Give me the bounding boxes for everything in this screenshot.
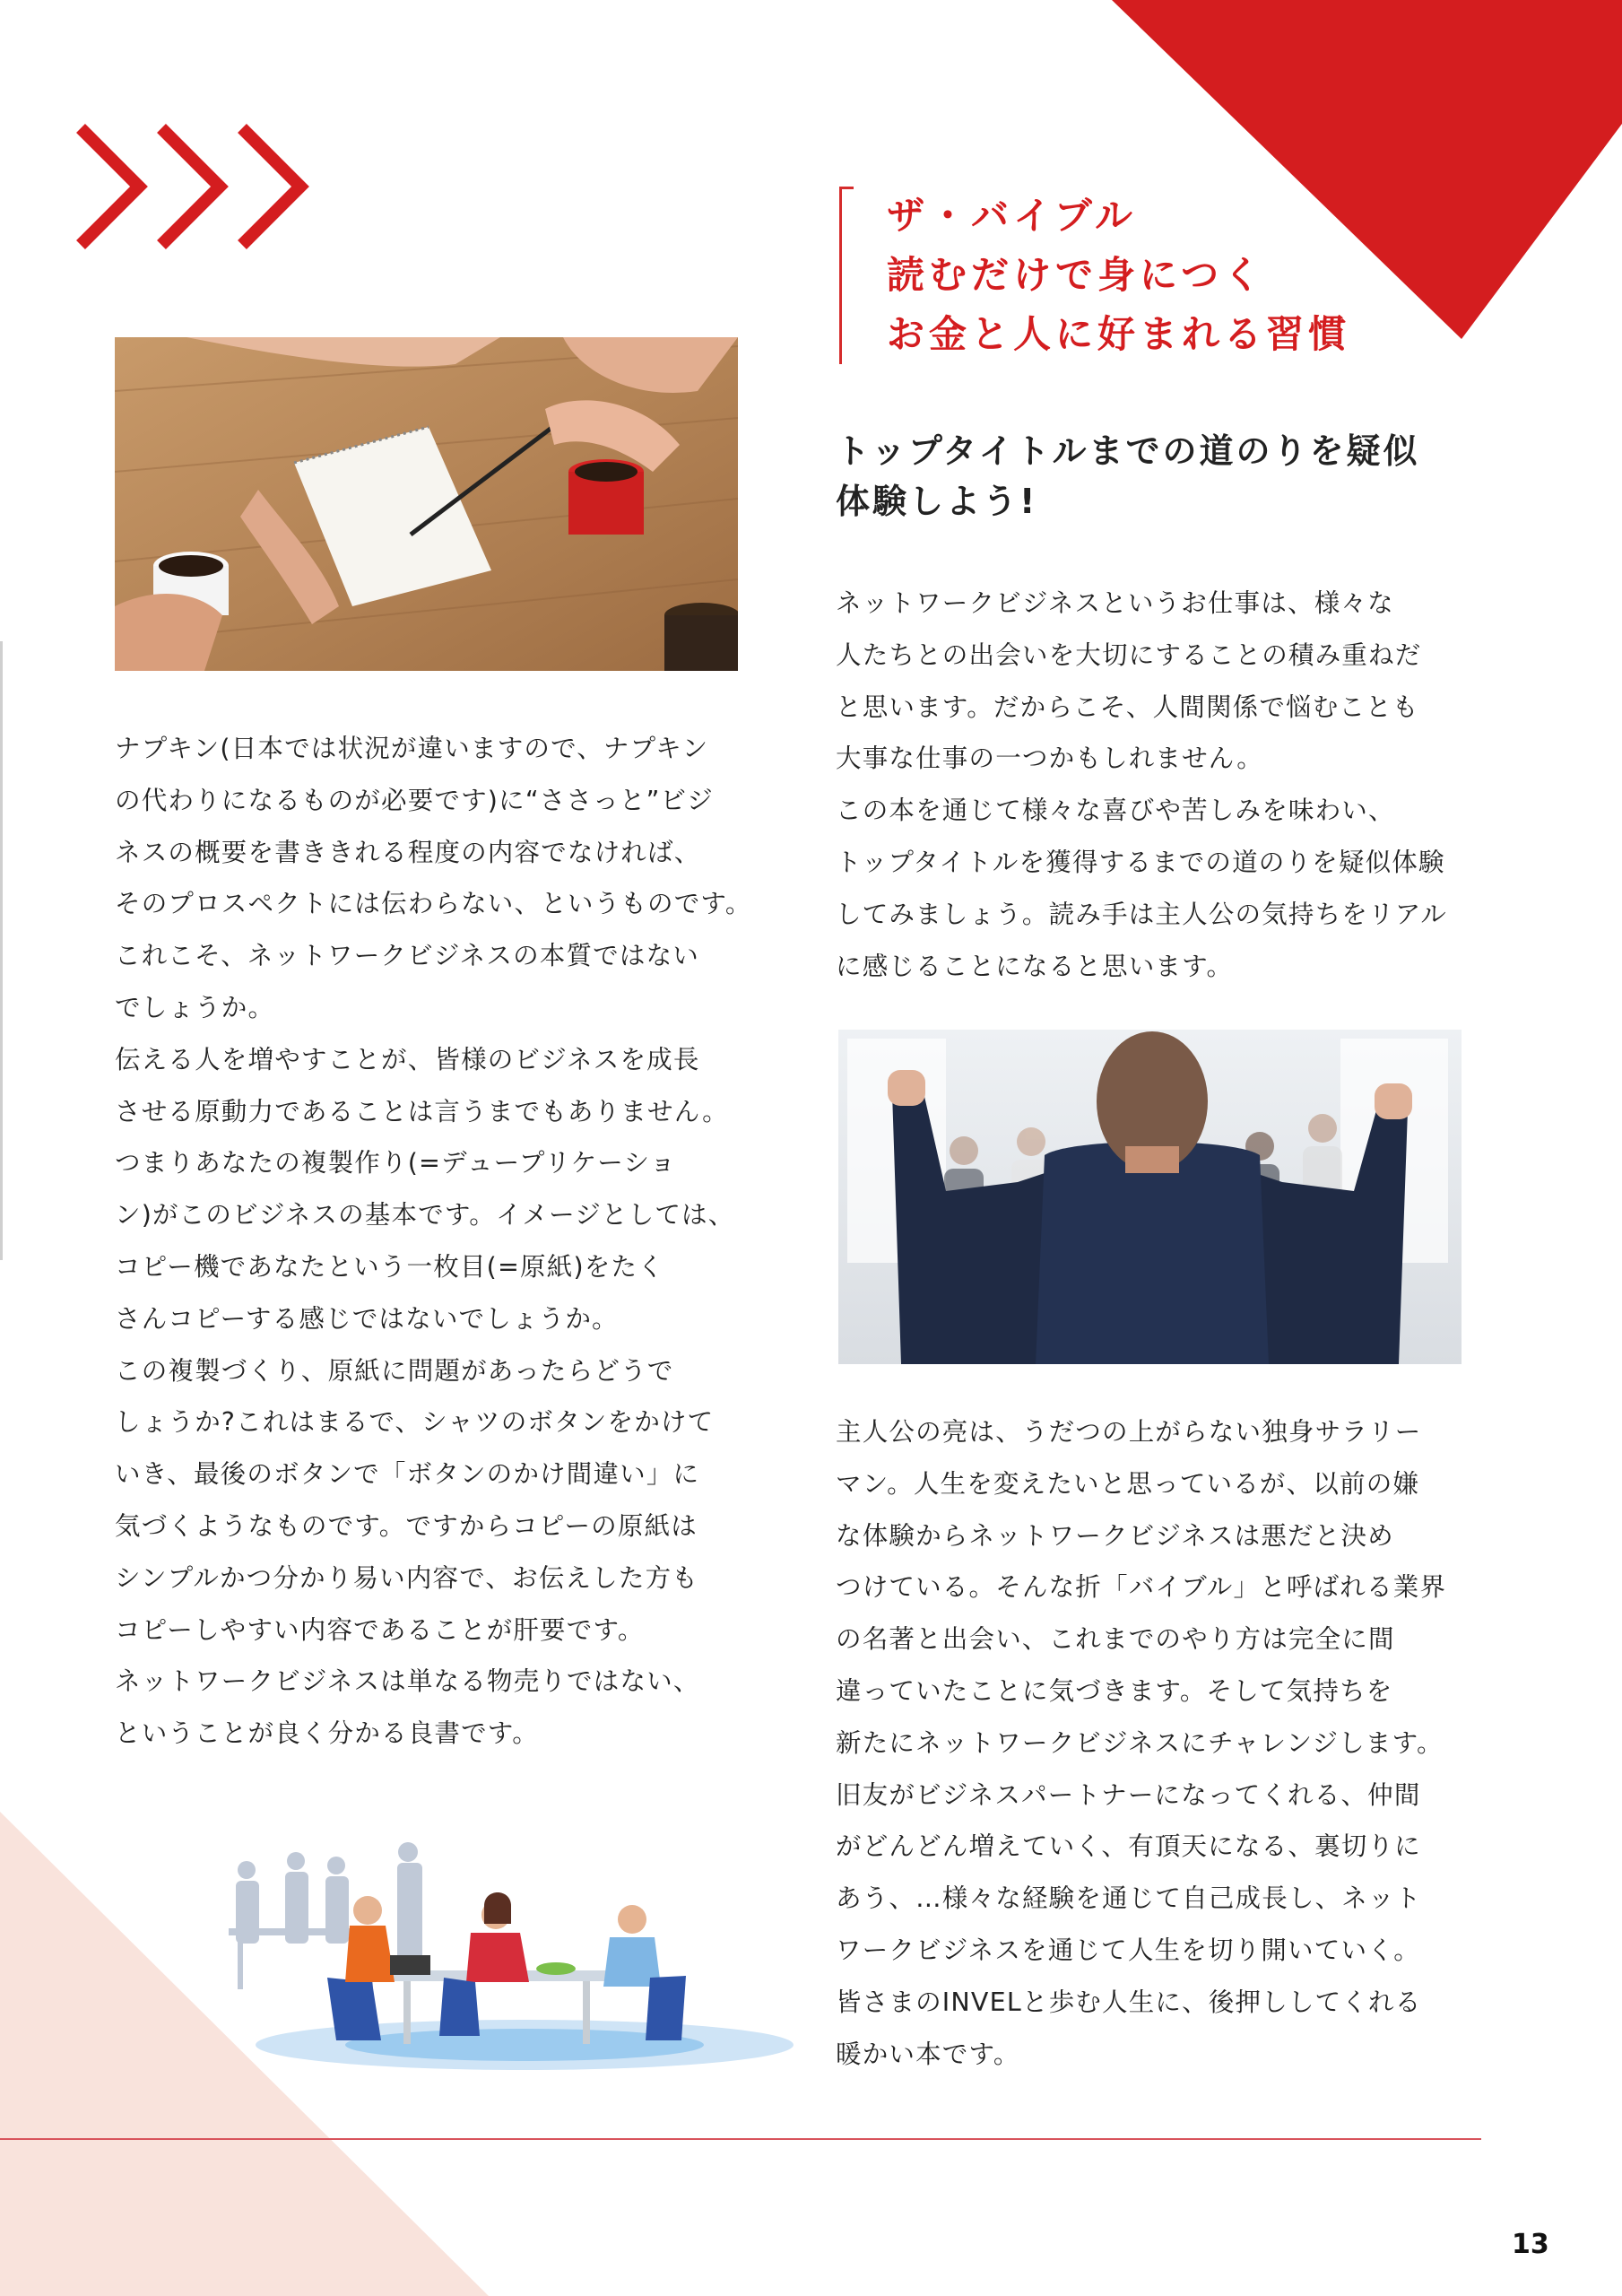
book-title-line-3: お金と人に好まれる習慣 (887, 312, 1351, 356)
intro-line: ネットワークビジネスというお仕事は、様々な (836, 588, 1394, 618)
story-line: ワークビジネスを通じて人生を切り開いていく。 (836, 1935, 1420, 1965)
left-line: そのプロスペクトには伝わらない、というものです。 (115, 889, 752, 919)
story-line: 暖かい本です。 (836, 2039, 1020, 2069)
story-line: 皆さまのINVELと歩む人生に、後押ししてくれる (836, 1987, 1422, 2017)
left-line: ナプキン(日本では状況が違いますので、ナプキン (115, 734, 709, 763)
left-line: の代わりになるものが必要です)に“ささっと”ビジ (115, 785, 714, 815)
story-text (836, 1406, 1481, 2080)
left-line: これこそ、ネットワークビジネスの本質ではない (115, 941, 699, 971)
story-line: 主人公の亮は、うだつの上がらない独身サラリー (836, 1417, 1422, 1447)
story-line: あう、…様々な経験を通じて自己成長し、ネット (836, 1883, 1422, 1914)
bottom-divider-line (0, 2138, 1481, 2140)
story-line: の名著と出会い、これまでのやり方は完全に間 (836, 1624, 1395, 1655)
photo-cheering-businessman (838, 1030, 1462, 1364)
book-title (839, 187, 1350, 364)
intro-line: トップタイトルを獲得するまでの道のりを疑似体験 (836, 847, 1445, 877)
intro-line: この本を通じて様々な喜びや苦しみを味わい、 (836, 796, 1395, 826)
intro-line: 大事な仕事の一つかもしれません。 (836, 744, 1263, 774)
section-heading (836, 426, 1481, 526)
left-line: させる原動力であることは言うまでもありません。 (115, 1096, 729, 1126)
left-line: ネスの概要を書ききれる程度の内容でなければ、 (115, 837, 701, 867)
left-line: この複製づくり、原紙に問題があったらどうで (115, 1355, 674, 1386)
left-line: コピーしやすい内容であることが肝要です。 (115, 1614, 645, 1645)
left-column-text (115, 723, 760, 1760)
left-line: 伝える人を増やすことが、皆様のビジネスを成長 (115, 1044, 700, 1074)
story-line: 旧友がビジネスパートナーになってくれる、仲間 (836, 1779, 1421, 1810)
section-heading-line-2: 体験しよう! (836, 482, 1038, 521)
left-edge-line (0, 641, 3, 1260)
story-line: がどんどん増えていく、有頂天になる、裏切りに (836, 1831, 1421, 1862)
story-line: な体験からネットワークビジネスは悪だと決め (836, 1520, 1394, 1551)
section-heading-line-1: トップタイトルまでの道のりを疑似 (836, 431, 1420, 471)
left-line: コピー機であなたという一枚目(=原紙)をたく (115, 1251, 664, 1282)
left-line: いき、最後のボタンで「ボタンのかけ間違い」に (115, 1459, 700, 1490)
left-line: でしょうか。 (115, 992, 275, 1022)
left-line: ン)がこのビジネスの基本です。イメージとしては、 (115, 1200, 735, 1231)
page-number: 13 (1512, 2229, 1549, 2260)
book-title-line-2: 読むだけで身につく (887, 253, 1266, 297)
photo-coffee-table (115, 337, 738, 671)
story-line: マン。人生を変えたいと思っているが、以前の嫌 (836, 1468, 1420, 1499)
left-line: しょうか?これはまるで、シャツのボタンをかけて (115, 1407, 715, 1438)
story-line: つけている。そんな折「バイブル」と呼ばれる業界 (836, 1572, 1447, 1603)
story-line: 違っていたことに気づきます。そして気持ちを (836, 1675, 1393, 1706)
left-line: ネットワークビジネスは単なる物売りではない、 (115, 1666, 700, 1697)
intro-line: に感じることになると思います。 (836, 951, 1234, 981)
left-line: シンプルかつ分かり易い内容で、お伝えした方も (115, 1562, 698, 1593)
left-line: さんコピーする感じではないでしょうか。 (115, 1303, 619, 1334)
story-line: 新たにネットワークビジネスにチャレンジします。 (836, 1727, 1444, 1758)
intro-text (836, 578, 1481, 992)
book-title-line-1: ザ・バイブル (887, 194, 1138, 238)
left-line: ということが良く分かる良書です。 (115, 1718, 539, 1749)
meeting-illustration (202, 1825, 802, 2081)
chevron-arrows-icon (76, 124, 323, 249)
left-line: つまりあなたの複製作り(=デュープリケーショ (115, 1148, 677, 1178)
intro-line: してみましょう。読み手は主人公の気持ちをリアル (836, 899, 1447, 929)
intro-line: 人たちとの出会いを大切にすることの積み重ねだ (836, 639, 1422, 670)
intro-line: と思います。だからこそ、人間関係で悩むことも (836, 691, 1419, 722)
left-line: 気づくようなものです。ですからコピーの原紙は (115, 1510, 698, 1541)
